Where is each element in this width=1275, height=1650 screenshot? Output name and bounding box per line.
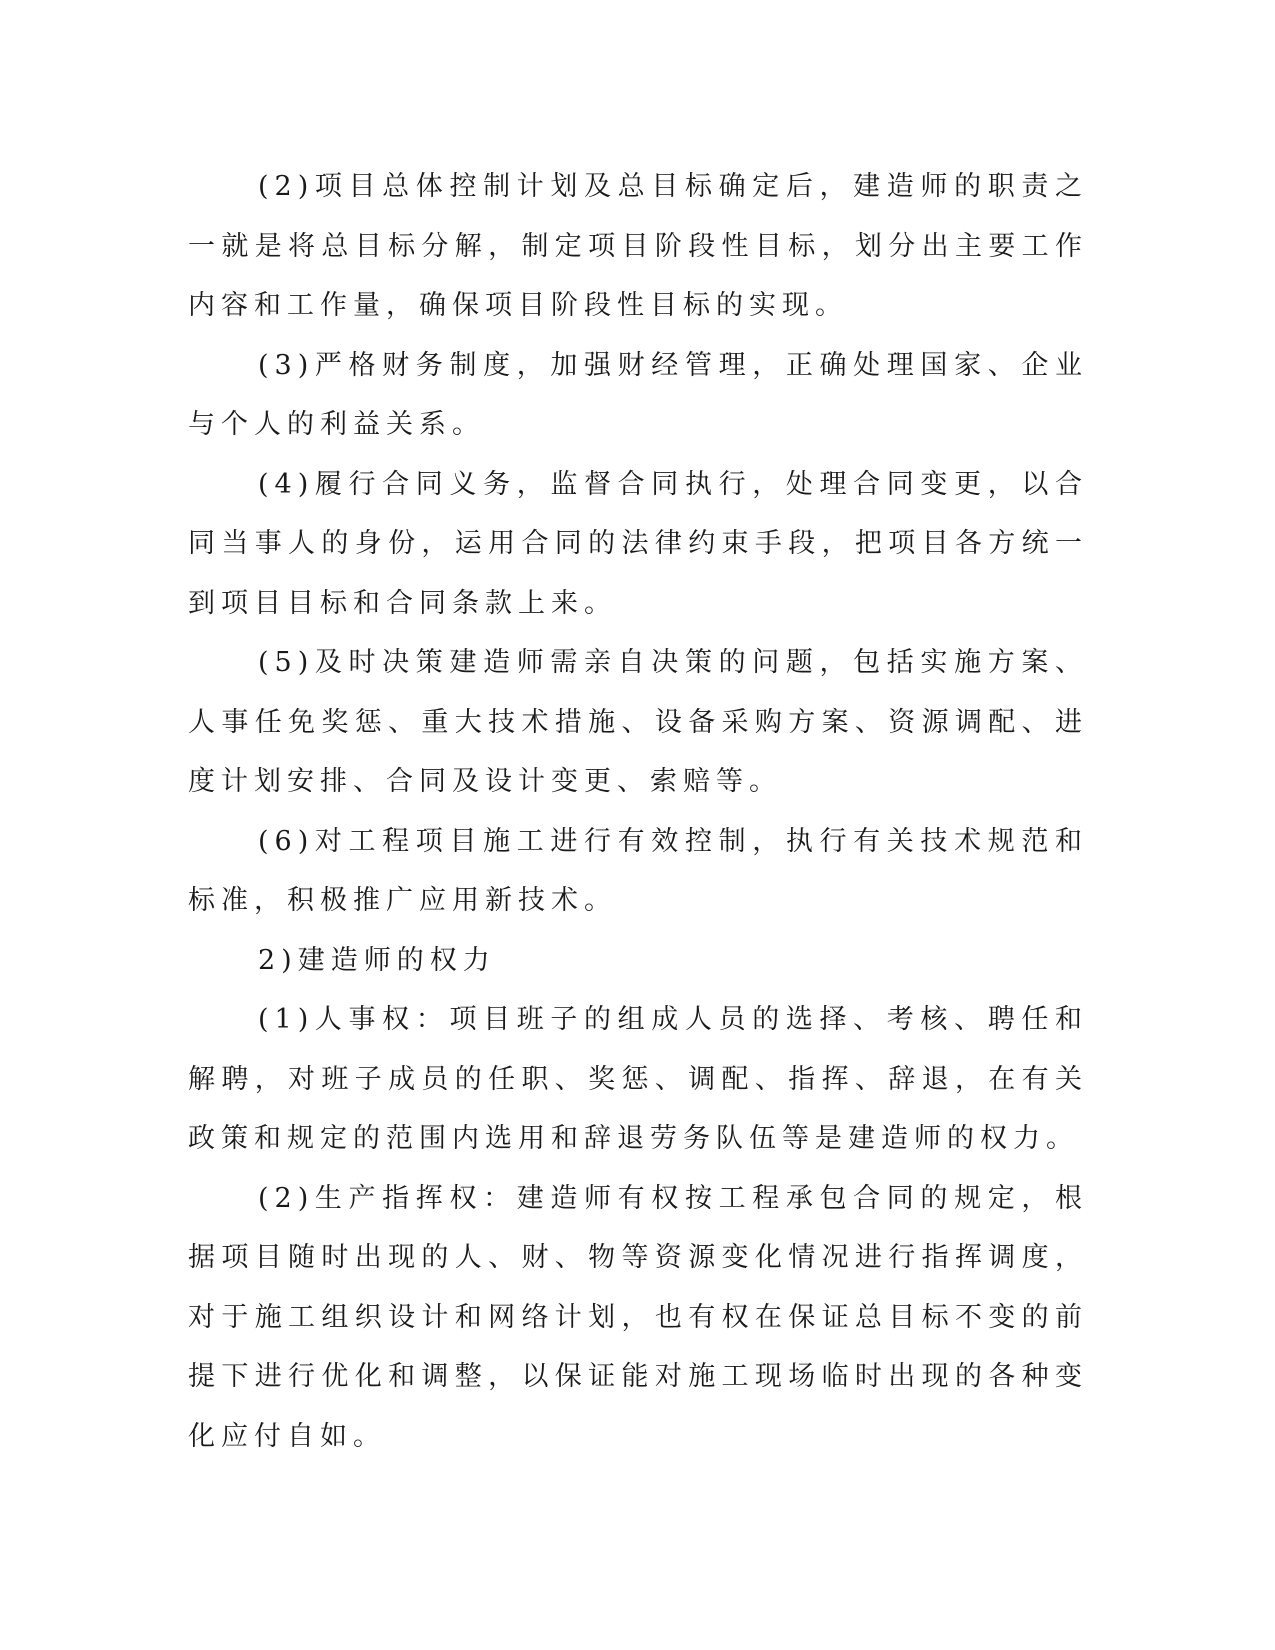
paragraph-power-2: (2)生产指挥权：建造师有权按工程承包合同的规定，根据项目随时出现的人、财、物等资源变化情况进行指挥调度，对于施工组织设计和网络计划，也有权在保证总目标不变的前提下进行优化和调整，以保证能对施工现场临时出现的各种变化应付自如。 (188, 1182, 1088, 1452)
paragraph-duty-2: (2)项目总体控制计划及总目标确定后，建造师的职责之一就是将总目标分解，制定项目阶段性目标，划分出主要工作内容和工作量，确保项目阶段性目标的实现。 (188, 171, 1088, 321)
section-heading-powers: 2)建造师的权力 (258, 944, 496, 976)
document-body (188, 157, 1088, 1466)
paragraph-duty-5: (5)及时决策建造师需亲自决策的问题，包括实施方案、人事任免奖惩、重大技术措施、设备采购方案、资源调配、进度计划安排、合同及设计变更、索赔等。 (188, 647, 1088, 797)
paragraph-power-1: (1)人事权：项目班子的组成人员的选择、考核、聘任和解聘，对班子成员的任职、奖惩、调配、指挥、辞退，在有关政策和规定的范围内选用和辞退劳务队伍等是建造师的权力。 (188, 1004, 1088, 1154)
paragraph-duty-3: (3)严格财务制度，加强财经管理，正确处理国家、企业与个人的利益关系。 (188, 349, 1088, 440)
paragraph-duty-6: (6)对工程项目施工进行有效控制，执行有关技术规范和标准，积极推广应用新技术。 (188, 825, 1088, 916)
paragraph-duty-4: (4)履行合同义务，监督合同执行，处理合同变更，以合同当事人的身份，运用合同的法律约束手段，把项目各方统一到项目目标和合同条款上来。 (188, 468, 1088, 619)
